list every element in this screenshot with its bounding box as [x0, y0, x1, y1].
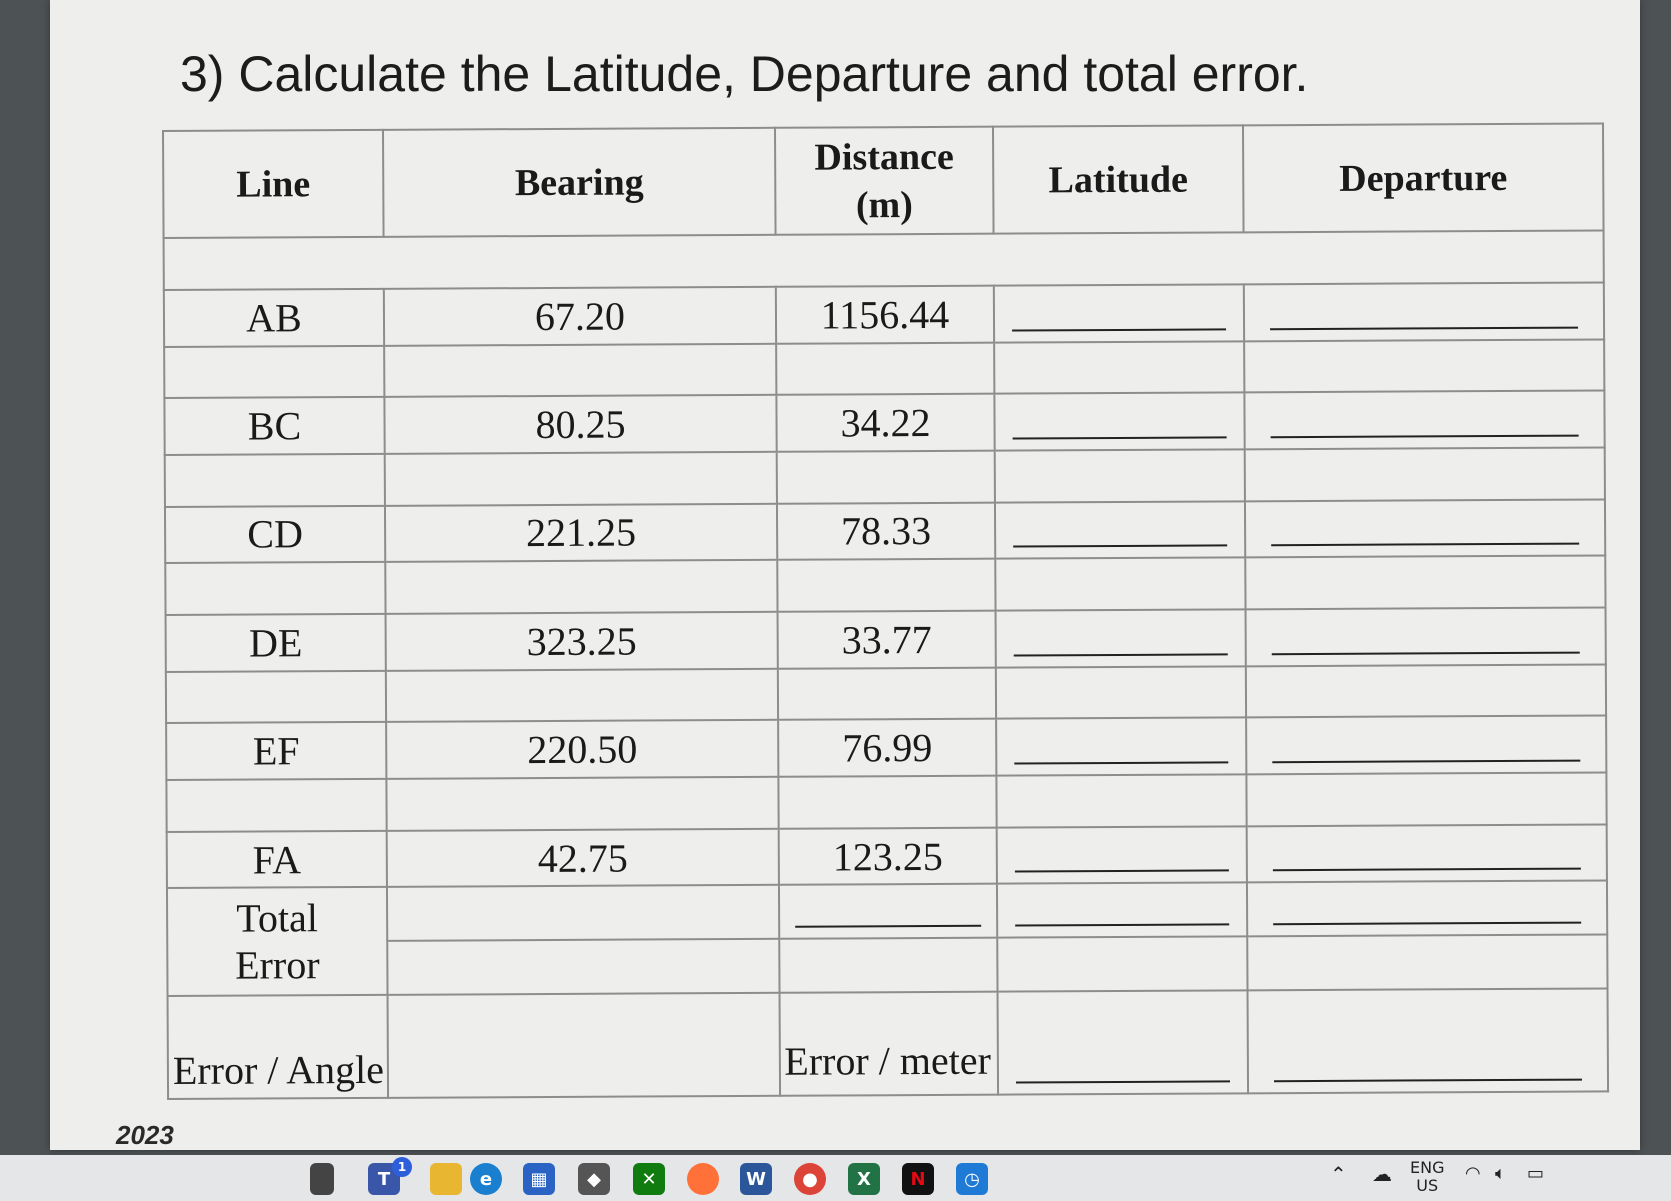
notification-badge: 1 — [392, 1157, 412, 1177]
departure-answer-blank[interactable] — [1244, 391, 1604, 450]
line-cell: EF — [166, 722, 386, 780]
bearing-cell: 67.20 — [384, 287, 776, 346]
table-row — [164, 282, 1604, 346]
answer-line — [1272, 760, 1580, 764]
answer-line — [795, 925, 981, 928]
footer-year: 2023 — [116, 1120, 174, 1150]
departure-total-blank[interactable] — [1247, 881, 1607, 937]
spacer-cell — [1246, 664, 1606, 717]
departure-answer-blank[interactable] — [1246, 607, 1606, 666]
latitude-total-blank[interactable] — [997, 883, 1247, 938]
spacer-cell — [1245, 556, 1605, 609]
spacer-cell — [779, 938, 997, 993]
spacer-row — [166, 664, 1606, 723]
total-error-label — [167, 887, 388, 995]
spacer-cell — [1246, 772, 1606, 825]
xbox-icon[interactable]: ✕ — [633, 1163, 665, 1195]
taskbar — [0, 1155, 1671, 1201]
spacer-row — [164, 339, 1604, 398]
spacer-cell — [387, 885, 779, 941]
spacer-cell — [166, 671, 386, 724]
worksheet-page — [50, 0, 1640, 1150]
table-row — [165, 499, 1605, 563]
answer-line — [1014, 653, 1227, 656]
spacer-cell — [387, 939, 779, 995]
netflix-icon[interactable]: N — [902, 1163, 934, 1195]
answer-line — [1270, 326, 1578, 330]
total-label-line1: Total — [236, 895, 319, 941]
distance-cell: 76.99 — [778, 719, 996, 777]
line-cell: CD — [165, 505, 385, 563]
task-view-icon[interactable] — [310, 1163, 334, 1195]
line-cell: DE — [166, 614, 386, 672]
answer-line — [1015, 870, 1228, 873]
header-row — [163, 123, 1604, 238]
line-cell: AB — [164, 289, 384, 347]
clock-icon[interactable]: ◷ — [956, 1163, 988, 1195]
answer-line — [1012, 328, 1225, 331]
latitude-answer-blank[interactable] — [997, 826, 1247, 884]
bearing-cell: 221.25 — [385, 503, 777, 562]
page-title: 3) Calculate the Latitude, Departure and total error. — [180, 46, 1309, 102]
answer-line — [1016, 923, 1229, 926]
spacer-row — [165, 447, 1605, 506]
header-departure: Departure — [1243, 123, 1604, 232]
table-row — [167, 824, 1607, 888]
spacer-cell — [995, 449, 1245, 502]
header-distance-line2: (m) — [855, 183, 913, 227]
table-row — [166, 607, 1606, 671]
bearing-cell: 42.75 — [387, 828, 779, 887]
store-icon[interactable]: ▦ — [523, 1163, 555, 1195]
spacer-cell — [384, 343, 776, 397]
spacer-cell — [996, 666, 1246, 719]
latitude-answer-blank[interactable] — [996, 718, 1246, 776]
latitude-answer-blank[interactable] — [996, 609, 1246, 667]
spacer-cell — [994, 341, 1244, 394]
bearing-cell: 323.25 — [386, 612, 778, 671]
distance-cell: 34.22 — [776, 394, 994, 452]
firefox-icon[interactable] — [687, 1163, 719, 1195]
spacer-cell — [386, 668, 778, 722]
word-icon[interactable]: W — [740, 1163, 772, 1195]
language-indicator[interactable] — [1410, 1159, 1444, 1195]
distance-cell: 78.33 — [777, 502, 995, 560]
spacer-cell — [996, 774, 1246, 827]
teams-icon[interactable]: T — [368, 1163, 400, 1195]
table-row — [166, 716, 1606, 780]
spacer-cell — [165, 454, 385, 507]
header-line: Line — [163, 130, 384, 238]
app-icon[interactable]: ◆ — [578, 1163, 610, 1195]
spacer-cell — [777, 559, 995, 612]
answer-line — [1013, 436, 1226, 439]
distance-cell: 33.77 — [778, 611, 996, 669]
spacer-cell — [997, 936, 1247, 991]
distance-cell: 123.25 — [779, 827, 997, 885]
header-distance-line1: Distance — [814, 135, 954, 179]
file-explorer-icon[interactable] — [430, 1163, 462, 1195]
chevron-up-icon[interactable]: ⌃ — [1330, 1162, 1347, 1186]
bearing-cell: 220.50 — [386, 720, 778, 779]
spacer-cell — [385, 560, 777, 614]
spacer-cell — [777, 451, 995, 504]
error-meter-latitude-blank[interactable] — [998, 990, 1249, 1095]
error-angle-label: Error / Angle — [168, 995, 389, 1099]
distance-cell: 1156.44 — [776, 286, 994, 344]
spacer-cell — [1245, 447, 1605, 500]
spacer-cell — [995, 558, 1245, 611]
spacer-row — [166, 772, 1606, 831]
spacer-cell — [778, 667, 996, 720]
cloud-icon[interactable]: ☁ — [1372, 1162, 1392, 1186]
battery-icon[interactable]: ▭ — [1527, 1163, 1545, 1184]
bearing-cell: 80.25 — [384, 395, 776, 454]
error-meter-departure-blank[interactable] — [1248, 988, 1609, 1093]
answer-line — [1271, 543, 1579, 547]
total-label-line2: Error — [235, 942, 320, 988]
departure-answer-blank[interactable] — [1244, 282, 1604, 341]
line-cell: FA — [167, 830, 387, 888]
answer-line — [1274, 1079, 1582, 1083]
error-angle-blank[interactable] — [388, 992, 781, 1097]
spacer-cell — [164, 345, 384, 398]
spacer-row — [164, 231, 1604, 290]
answer-line — [1271, 435, 1579, 439]
header-bearing: Bearing — [383, 128, 776, 237]
spacer-cell — [778, 776, 996, 829]
answer-line — [1272, 651, 1580, 655]
answer-line — [1015, 761, 1228, 764]
distance-total-blank[interactable] — [779, 884, 997, 939]
wifi-icon[interactable]: ◠ — [1465, 1163, 1481, 1184]
latitude-answer-blank[interactable] — [995, 501, 1245, 559]
chrome-icon[interactable]: ● — [794, 1163, 826, 1195]
spacer-row — [165, 556, 1605, 615]
survey-table — [162, 122, 1609, 1100]
line-cell: BC — [164, 397, 384, 455]
latitude-answer-blank[interactable] — [994, 284, 1244, 342]
lang-line2: US — [1416, 1176, 1439, 1195]
spacer-cell — [165, 562, 385, 615]
answer-line — [1273, 922, 1581, 926]
excel-icon[interactable]: X — [848, 1163, 880, 1195]
spacer-cell — [166, 779, 386, 832]
departure-answer-blank[interactable] — [1245, 499, 1605, 558]
edge-icon[interactable]: e — [470, 1163, 502, 1195]
error-ratio-row — [168, 988, 1609, 1099]
error-meter-label: Error / meter — [780, 991, 999, 1095]
answer-line — [1273, 868, 1581, 872]
total-error-row — [167, 881, 1607, 942]
departure-answer-blank[interactable] — [1246, 716, 1606, 775]
spacer-cell — [385, 452, 777, 506]
lang-line1: ENG — [1410, 1158, 1445, 1177]
spacer-cell — [776, 342, 994, 395]
table-row — [164, 391, 1604, 455]
spacer-cell — [1244, 339, 1604, 392]
answer-line — [1014, 545, 1227, 548]
departure-answer-blank[interactable] — [1247, 824, 1607, 883]
header-distance — [775, 127, 994, 235]
latitude-answer-blank[interactable] — [994, 393, 1244, 451]
header-latitude: Latitude — [993, 125, 1244, 234]
answer-line — [1016, 1080, 1229, 1083]
spacer-cell — [1247, 934, 1607, 990]
spacer-cell — [386, 777, 778, 831]
spacer-cell — [164, 231, 1604, 290]
volume-icon[interactable]: 🔈︎ — [1495, 1163, 1506, 1184]
